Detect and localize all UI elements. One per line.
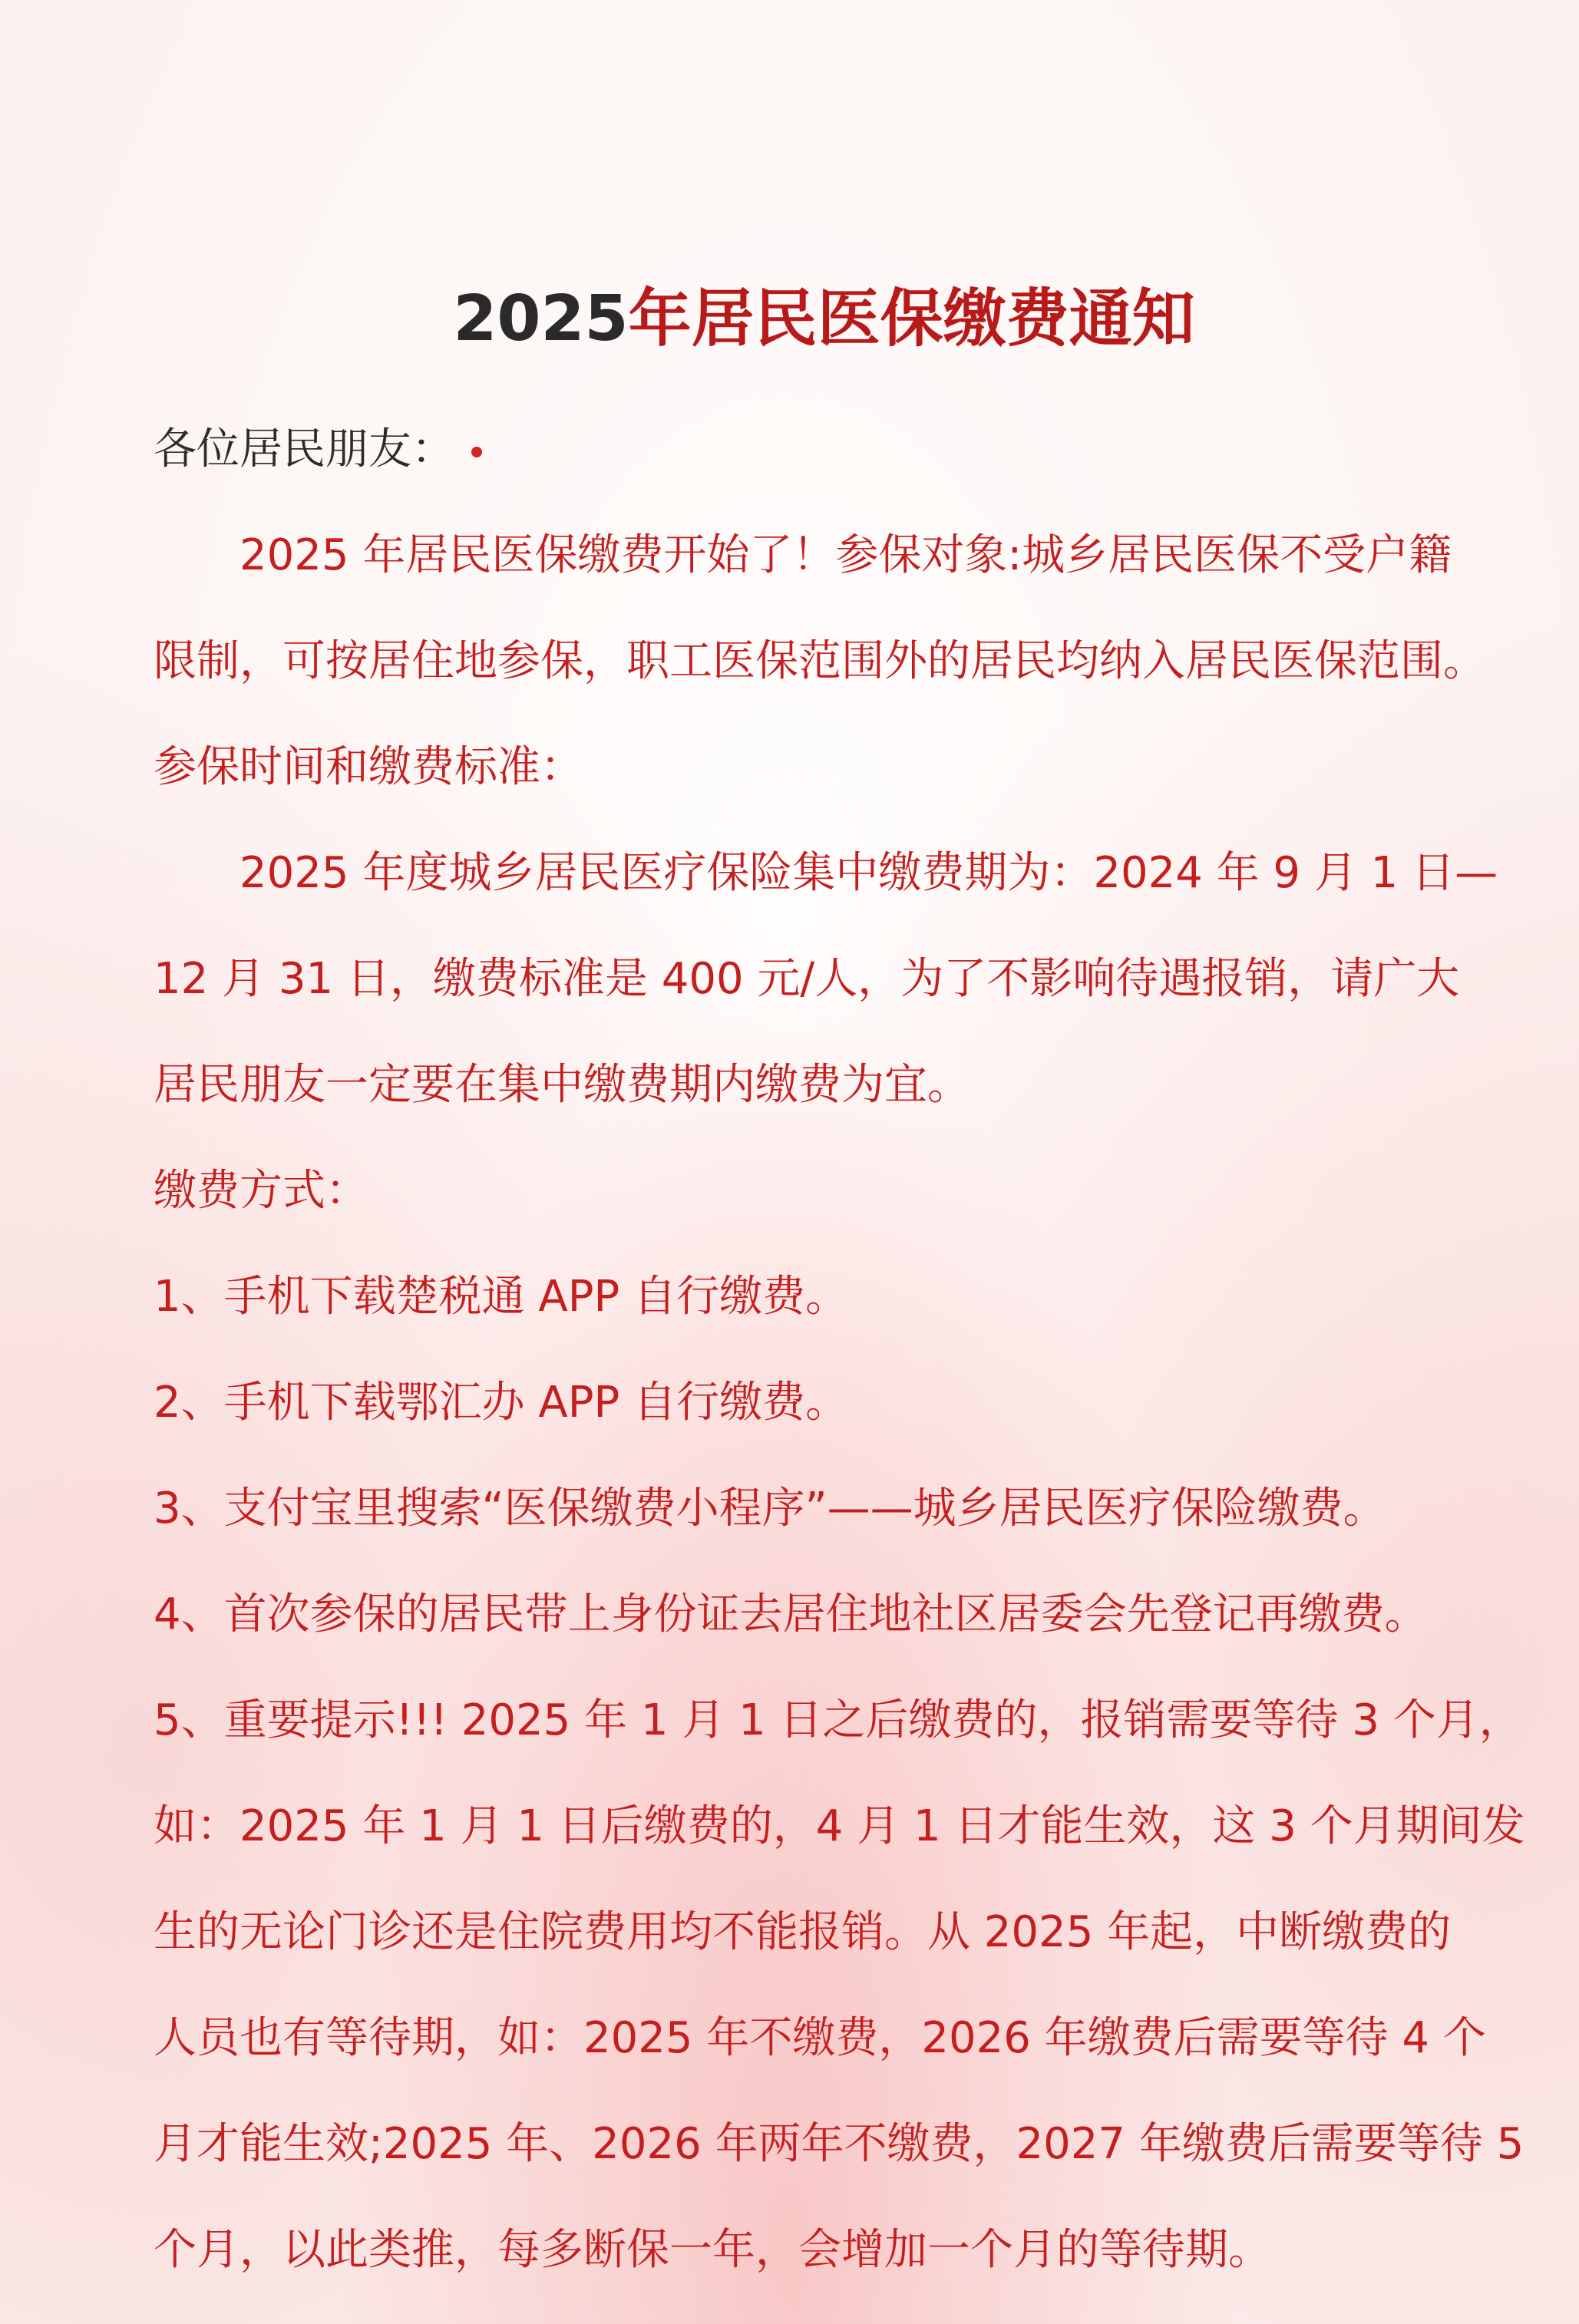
paragraph2-line3: 居民朋友一定要在集中缴费期内缴费为宜。 xyxy=(154,1060,970,1110)
notice-line-1: 5、重要提示!!! 2025 年 1 月 1 日之后缴费的，报销需要等待 3 个月， xyxy=(154,1695,1522,1745)
method-item-2: 2、手机下载鄂汇办 APP 自行缴费。 xyxy=(154,1378,849,1428)
paragraph2-line1: 2025 年度城乡居民医疗保险集中缴费期为：2024 年 9 月 1 日— xyxy=(239,848,1498,898)
title-text: 年居民医保缴费通知 xyxy=(628,282,1195,355)
notice-line-2: 如：2025 年 1 月 1 日后缴费的，4 月 1 日才能生效，这 3 个月期间发 xyxy=(154,1801,1525,1851)
section2-heading: 缴费方式： xyxy=(154,1166,368,1216)
greeting-text: 各位居民朋友： xyxy=(154,424,454,474)
paragraph1-line1: 2025 年居民医保缴费开始了！参保对象:城乡居民医保不受户籍 xyxy=(239,530,1452,580)
method-item-4: 4、首次参保的居民带上身份证去居住地社区居委会先登记再缴费。 xyxy=(154,1589,1428,1639)
method-item-3: 3、支付宝里搜索“医保缴费小程序”——城乡居民医疗保险缴费。 xyxy=(154,1484,1386,1533)
method-item-1: 1、手机下载楚税通 APP 自行缴费。 xyxy=(154,1272,849,1322)
paragraph1-line2: 限制，可按居住地参保，职工医保范围外的居民均纳入居民医保范围。 xyxy=(154,636,1486,686)
section1-heading: 参保时间和缴费标准： xyxy=(154,742,583,792)
greeting xyxy=(154,397,1495,503)
paragraph2-line2: 12 月 31 日，缴费标准是 400 元/人，为了不影响待遇报销，请广大 xyxy=(154,954,1460,1004)
notice-line-6: 个月，以此类推，每多断保一年，会增加一个月的等待期。 xyxy=(154,2225,1271,2275)
red-dot-mark xyxy=(471,447,482,457)
title-year: 2025 xyxy=(453,282,629,355)
notice-line-3: 生的无论门诊还是住院费用均不能报销。从 2025 年起，中断缴费的 xyxy=(154,1907,1452,1957)
notice-line-5: 月才能生效;2025 年、2026 年两年不缴费，2027 年缴费后需要等待 5 xyxy=(154,2119,1524,2169)
document-title xyxy=(154,269,1495,358)
notice-line-4: 人员也有等待期，如：2025 年不缴费，2026 年缴费后需要等待 4 个 xyxy=(154,2013,1486,2063)
